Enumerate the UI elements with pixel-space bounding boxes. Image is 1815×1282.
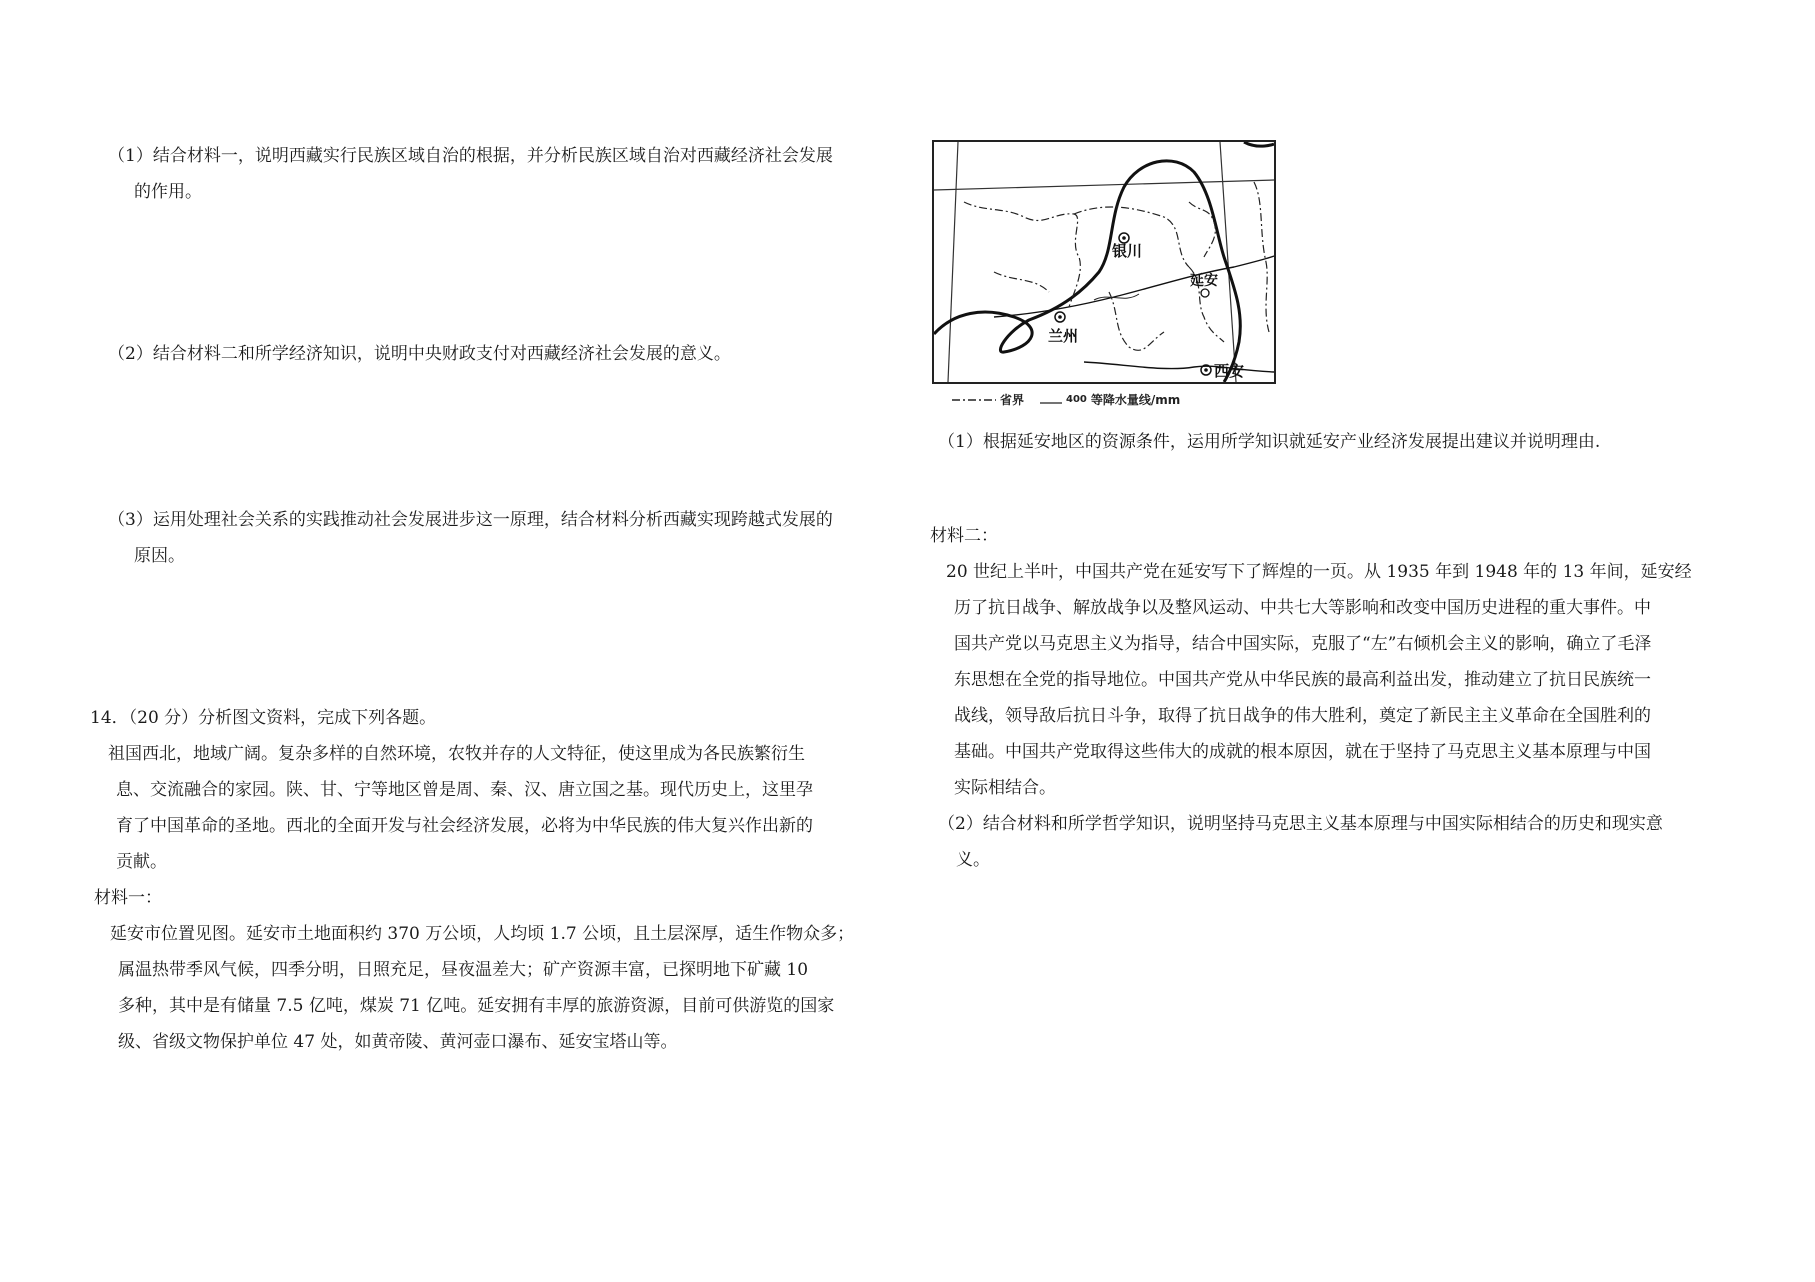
question-1-line-1: （1）结合材料一，说明西藏实行民族区域自治的根据，并分析民族区域自治对西藏经济社会发展 [108, 146, 833, 166]
city-label-xian: 西安 [1214, 362, 1245, 380]
material-2-line-4: 东思想在全党的指导地位。中国共产党从中华民族的最高利益出发，推动建立了抗日民族统一 [954, 670, 1651, 690]
question-3-line-1: （3）运用处理社会关系的实践推动社会发展进步这一原理，结合材料分析西藏实现跨越式发展的 [108, 510, 833, 530]
legend-isohyet [1040, 390, 1180, 410]
river-top [1244, 142, 1274, 146]
question-3 [108, 502, 908, 574]
material-2-line-6: 基础。中国共产党取得这些伟大的成就的根本原因，就在于坚持了马克思主义基本原理与中国 [954, 742, 1651, 762]
isohyet-line-icon [1040, 394, 1062, 406]
intro-line-2: 息、交流融合的家园。陕、甘、宁等地区曾是周、秦、汉、唐立国之基。现代历史上，这里孕 [116, 780, 813, 800]
question-2-line-1: （2）结合材料二和所学经济知识，说明中央财政支付对西藏经济社会发展的意义。 [108, 344, 731, 364]
lanzhou-marker-dot [1058, 315, 1062, 319]
legend-province-label: 省界 [1000, 393, 1025, 407]
graticule-line [1220, 142, 1236, 382]
material-1-label: 材料一： [94, 888, 162, 908]
right-question-1 [930, 424, 1720, 460]
material-1-line-1: 延安市位置见图。延安市土地面积约 370 万公顷，人均顷 1.7 公顷，且土层深厚，适生作物众多； [110, 924, 855, 944]
right-question-2-line-1: （2）结合材料和所学哲学知识，说明坚持马克思主义基本原理与中国实际相结合的历史和现实意 [938, 814, 1663, 834]
intro-line-1: 祖国西北，地域广阔。复杂多样的自然环境，农牧并存的人文特征，使这里成为各民族繁衍生 [108, 744, 805, 764]
city-label-lanzhou: 兰州 [1048, 327, 1079, 345]
graticule-line [948, 142, 958, 382]
material-1-line-3: 多种，其中是有储量 7.5 亿吨，煤炭 71 亿吨。延安拥有丰厚的旅游资源，目前可供游览的国家 [118, 996, 835, 1016]
material-2-line-1: 20 世纪上半叶，中国共产党在延安写下了辉煌的一页。从 1935 年到 1948 年的 13 年间，延安经 [946, 562, 1692, 582]
material-1-text [90, 916, 908, 1060]
city-label-yanan: 延安 [1190, 273, 1218, 289]
yanan-marker [1201, 289, 1209, 297]
legend-contour-value: 400 [1066, 394, 1087, 405]
yanan-location-map [932, 140, 1276, 384]
dash-dot-line-icon [952, 396, 996, 404]
wei-river [994, 256, 1274, 317]
material-1-line-4: 级、省级文物保护单位 47 处，如黄帝陵、黄河壶口瀑布、延安宝塔山等。 [118, 1032, 678, 1052]
city-label-yinchuan: 银川 [1112, 242, 1143, 260]
river-lower [1084, 362, 1274, 372]
map-legend [952, 390, 1720, 410]
right-question-2-line-2: 义。 [956, 850, 990, 870]
intro-line-3: 育了中国革命的圣地。西北的全面开发与社会经济发展，必将为中华民族的伟大复兴作出新的 [116, 816, 813, 836]
right-question-2 [930, 806, 1720, 878]
province-boundary [1254, 182, 1269, 332]
question-2 [108, 336, 908, 372]
material-2-line-3: 国共产党以马克思主义为指导，结合中国实际，克服了“左”右倾机会主义的影响，确立了毛泽 [954, 634, 1652, 654]
question-14-intro [90, 736, 908, 880]
intro-line-4: 贡献。 [116, 852, 167, 872]
material-2-text [930, 554, 1720, 806]
map-drawing [934, 142, 1274, 382]
question-14 [90, 700, 908, 1060]
material-1-line-2: 属温热带季风气候，四季分明，日照充足，昼夜温差大；矿产资源丰富，已探明地下矿藏 10 [118, 960, 809, 980]
question-1-line-2: 的作用。 [134, 182, 202, 202]
material-2-line-2: 历了抗日战争、解放战争以及整风运动、中共七大等影响和改变中国历史进程的重大事件。中 [954, 598, 1651, 618]
right-column [930, 140, 1720, 878]
legend-province-boundary [952, 390, 1024, 410]
question-14-heading: 14．（20 分）分析图文资料，完成下列各题。 [90, 708, 437, 728]
legend-isohyet-label: 等降水量线/mm [1090, 393, 1181, 407]
province-boundary [994, 272, 1049, 292]
left-column [90, 138, 908, 1060]
material-2-line-7: 实际相结合。 [954, 778, 1056, 798]
province-boundary [1109, 292, 1164, 350]
right-question-1-line-1: （1）根据延安地区的资源条件，运用所学知识就延安产业经济发展提出建议并说明理由. [938, 432, 1601, 452]
xian-marker-dot [1204, 368, 1208, 372]
province-boundary [964, 202, 1080, 307]
question-3-line-2: 原因。 [134, 546, 185, 566]
material-2-label: 材料二： [930, 526, 998, 546]
material-2-line-5: 战线，领导敌后抗日斗争，取得了抗日战争的伟大胜利，奠定了新民主主义革命在全国胜利的 [954, 706, 1651, 726]
question-1 [108, 138, 908, 210]
